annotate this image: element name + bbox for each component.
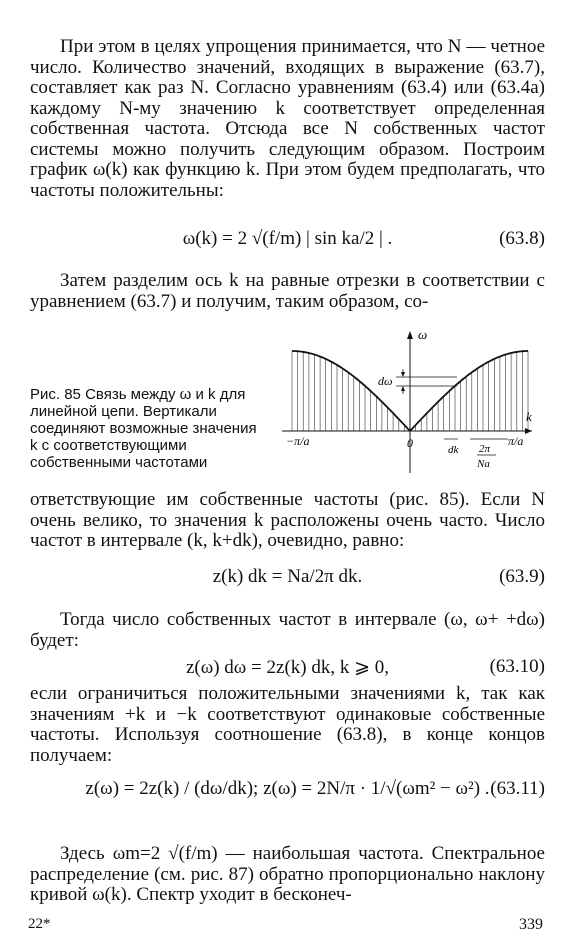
dk-label: dk	[448, 444, 459, 456]
signature-mark: 22*	[28, 916, 51, 932]
paragraph-5: если ограничиться положительными значениями k, так как значениям +k и −k соответствуют одинаковые собственные частоты. Используя соотношение (63.8), в конце концов получаем:	[30, 683, 545, 766]
equation-63-9-number: (63.9)	[499, 566, 545, 587]
omega-axis-label: ω	[418, 327, 428, 342]
equation-63-10-number: (63.10)	[489, 656, 545, 677]
pi-over-a-label: π/a	[508, 434, 524, 448]
figure-caption: Рис. 85 Связь между ω и k для линейной цепи. Вертикали соединяют возможные значения k с соответствующими собственными частотами	[30, 386, 257, 471]
equation-63-11	[30, 778, 545, 808]
omega-axis-arrow-icon	[407, 331, 413, 339]
page-number: 339	[519, 916, 543, 933]
paragraph-6: Здесь ωm=2 √(f/m) — наибольшая частота. Спектральное распределение (см. рис. 87) обратно пропорционально наклону кривой ω(k). Спектр уходит в бесконеч-	[30, 843, 545, 905]
paragraph-3: ответствующие им собственные частоты (рис. 85). Если N очень велико, то значения k расположены очень часто. Число частот в интервале (k, k+dk), очевидно, равно:	[30, 489, 545, 551]
k-axis-label: k	[526, 409, 532, 424]
d-omega-arrow-bottom-icon	[401, 386, 405, 391]
paragraph-2: Затем разделим ось k на равные отрезки в соответствии с уравнением (63.7) и получим, таким образом, со-	[30, 270, 545, 312]
d-omega-label: dω	[378, 374, 393, 388]
equation-63-9-expression: z(k) dk = Na/2π dk.	[212, 566, 363, 587]
d-omega-arrow-top-icon	[401, 372, 405, 377]
equation-63-11-expression: z(ω) = 2z(k) / (dω/dk); z(ω) = 2N/π · 1/√(ωm² − ω²) .	[85, 778, 490, 799]
equation-63-8	[30, 228, 545, 258]
two-pi-label: 2π	[479, 443, 491, 455]
paragraph-4: Тогда число собственных частот в интервале (ω, ω+ +dω) будет:	[30, 609, 545, 651]
figure-85-plot	[282, 325, 552, 475]
k-axis-arrow-icon	[525, 428, 532, 434]
minus-pi-over-a-label: −π/a	[286, 434, 310, 448]
equation-63-11-number: (63.11)	[490, 778, 545, 799]
paragraph-1: При этом в целях упрощения принимается, что N — четное число. Количество значений, входящих в выражение (63.7), составляет как раз N. Согласно уравнениям (63.4) или (63.4а) каждому N-му значению k соответствует определенная собственная частота. Отсюда все N собственных частот системы можно получить следующим образом. Построим график ω(k) как функцию k. При этом будем предполагать, что частоты положительны:	[30, 36, 545, 201]
origin-label: 0	[407, 436, 413, 450]
equation-63-9	[30, 566, 545, 596]
equation-63-8-expression: ω(k) = 2 √(f/m) | sin ka/2 | .	[182, 228, 393, 249]
equation-63-8-number: (63.8)	[499, 228, 545, 249]
equation-63-10-expression: z(ω) dω = 2z(k) dk, k ⩾ 0,	[185, 657, 390, 678]
na-label: Na	[477, 458, 490, 470]
equation-63-10	[30, 656, 545, 686]
